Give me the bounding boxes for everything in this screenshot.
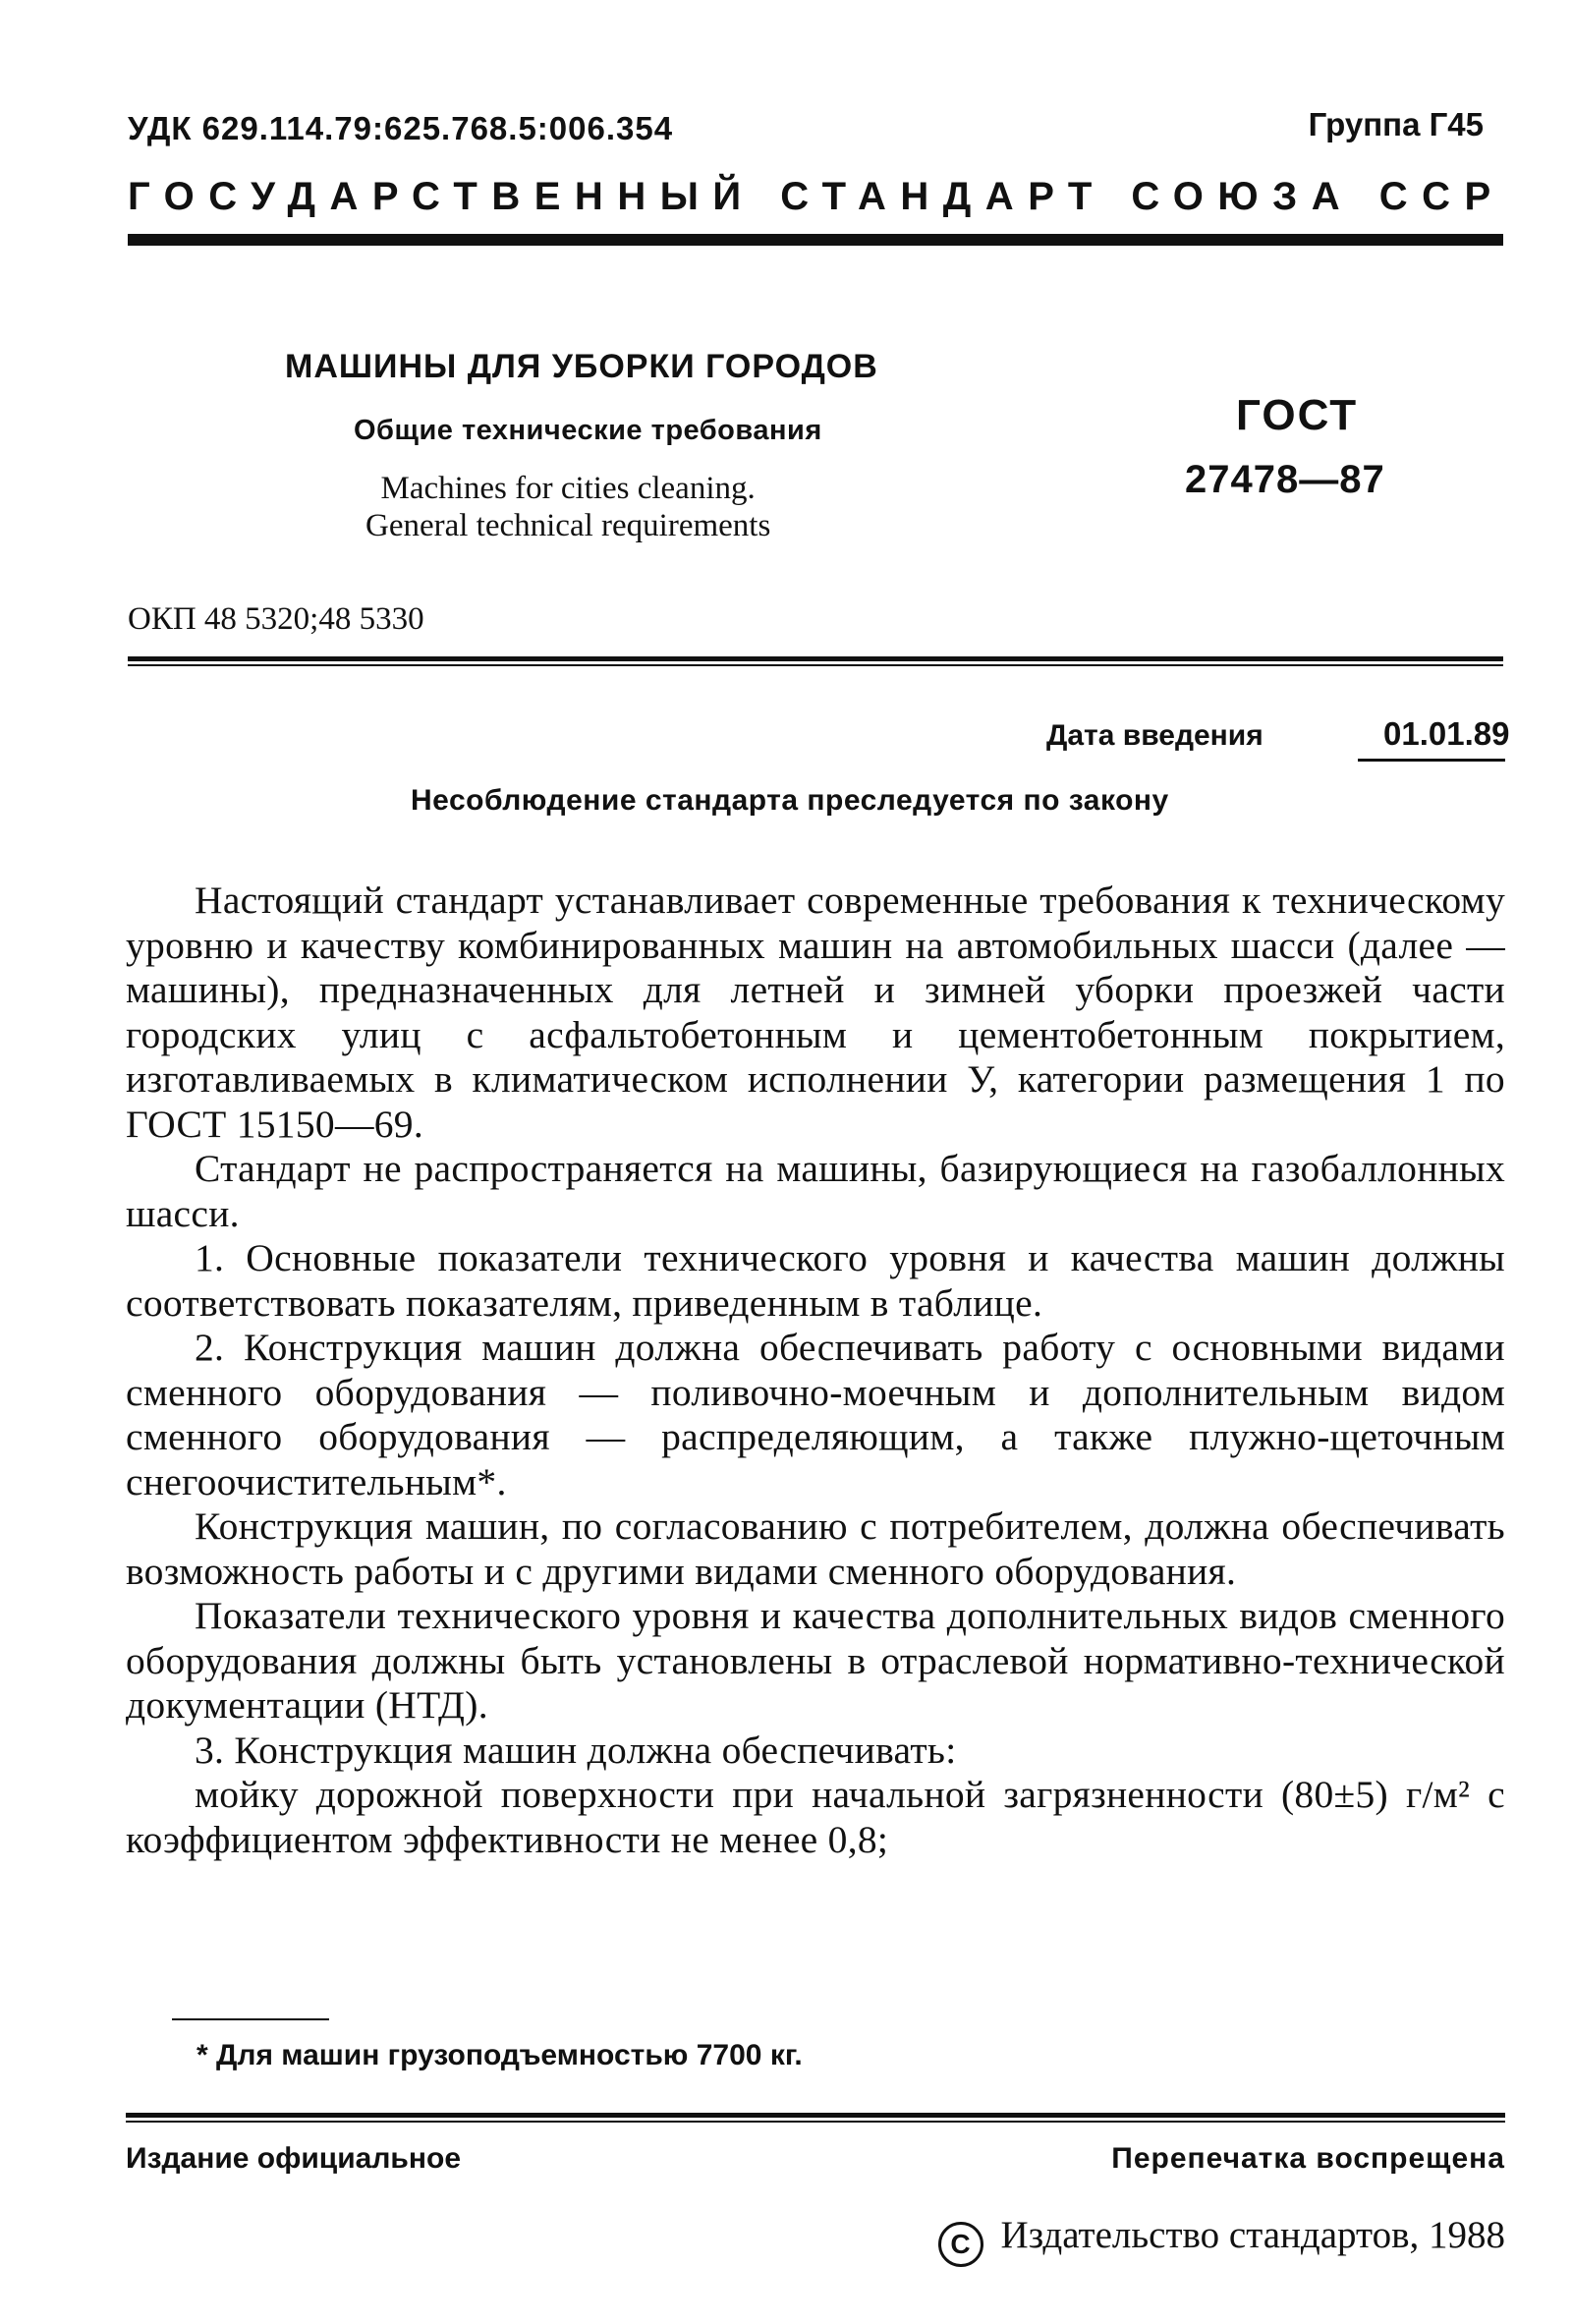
effective-date-value: 01.01.89 [1383, 715, 1510, 752]
paragraph: Настоящий стандарт устанавливает современные требования к техническому уровню и качеству комбинированных машин на автомобильных шасси (далее — машины), предназначенных для летней и зимней уборки проезжей части городских улиц с асфальтобетонным и цементобетонным покрытием, изготавливаемых в климатическом исполнении У, категории размещения 1 по ГОСТ 15150—69. [126, 879, 1505, 1146]
group-code: Группа Г45 [1308, 106, 1484, 142]
footer-rule-thin [126, 2121, 1505, 2123]
reprint-prohibited-label: Перепечатка воспрещена [1111, 2142, 1505, 2175]
copyright-icon: С [938, 2222, 983, 2267]
effective-date-label: Дата введения [1046, 719, 1263, 752]
paragraph: 1. Основные показатели технического уровня и качества машин должны соответствовать показателям, приведенным в таблице. [126, 1236, 1505, 1325]
body-text [126, 879, 1505, 1862]
state-standard-heading: ГОСУДАРСТВЕННЫЙ СТАНДАРТ СОЮЗА ССР [128, 175, 1505, 218]
publisher-line [938, 2213, 1505, 2267]
effective-date-underline [1358, 759, 1505, 762]
footnote: * Для машин грузоподъемностью 7700 кг. [196, 2039, 803, 2071]
paragraph: Показатели технического уровня и качества дополнительных видов сменного оборудования должны быть установлены в отраслевой нормативно-технической документации (НТД). [126, 1594, 1505, 1727]
paragraph: Стандарт не распространяется на машины, базирующиеся на газобаллонных шасси. [126, 1147, 1505, 1235]
footnote-separator [172, 2018, 329, 2020]
udk-code: УДК 629.114.79:625.768.5:006.354 [128, 110, 674, 146]
english-title-line-1: Machines for cities cleaning. [380, 471, 756, 506]
paragraph: мойку дорожной поверхности при начальной загрязненности (80±5) г/м² с коэффициентом эффективности не менее 0,8; [126, 1773, 1505, 1861]
paragraph: 2. Конструкция машин должна обеспечивать работу с основными видами сменного оборудования — поливочно-моечным и дополнительным видом сменного оборудования — распределяющим, а также плужно-щеточным снегоочистительным*. [126, 1326, 1505, 1503]
okp-code: ОКП 48 5320;48 5330 [128, 601, 424, 637]
english-title [365, 470, 770, 544]
document-title: МАШИНЫ ДЛЯ УБОРКИ ГОРОДОВ [285, 348, 878, 385]
publisher-text: Издательство стандартов, 1988 [1000, 2214, 1505, 2256]
noncompliance-notice: Несоблюдение стандарта преследуется по закону [411, 784, 1169, 817]
paragraph: 3. Конструкция машин должна обеспечивать: [195, 1728, 957, 1772]
document-subtitle: Общие технические требования [354, 415, 822, 446]
official-edition-label: Издание официальное [126, 2142, 462, 2175]
header-rule [128, 234, 1503, 246]
footer-rule-thick [126, 2113, 1505, 2118]
english-title-line-2: General technical requirements [365, 508, 771, 543]
title-rule-thick [128, 656, 1503, 661]
gost-label: ГОСТ [1236, 391, 1359, 439]
title-rule-thin [128, 664, 1503, 666]
gost-number: 27478—87 [1185, 458, 1385, 501]
paragraph: Конструкция машин, по согласованию с потребителем, должна обеспечивать возможность работы и с другими видами сменного оборудования. [126, 1504, 1505, 1593]
